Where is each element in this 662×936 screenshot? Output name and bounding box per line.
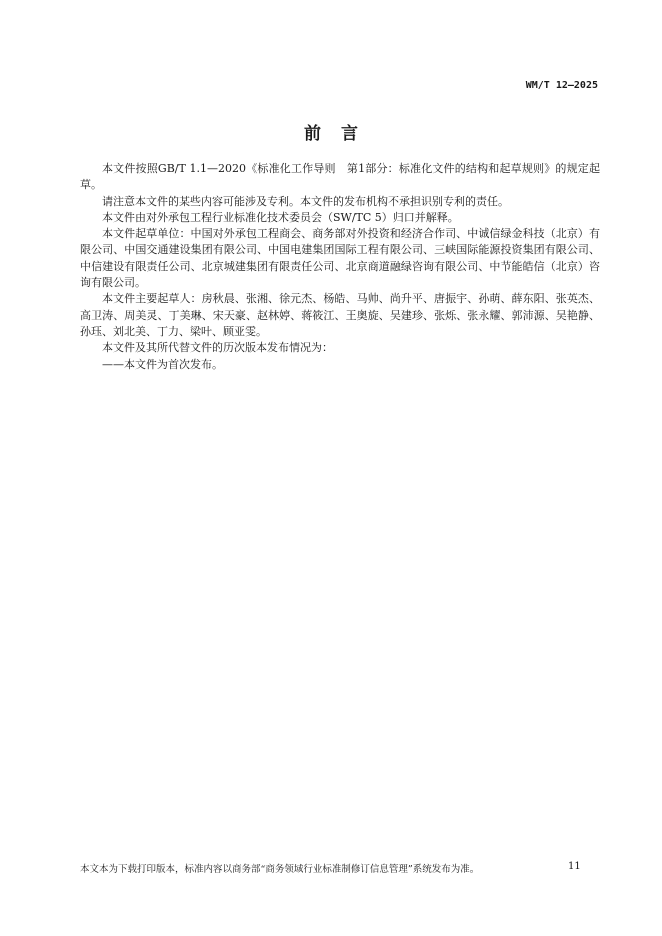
section-title: 前言 bbox=[304, 124, 378, 144]
paragraph-patent-notice: 请注意本文件的某些内容可能涉及专利。本文件的发布机构不承担识别专利的责任。 bbox=[102, 194, 509, 208]
paragraph-version-history: 本文件及其所代替文件的历次版本发布情况为： bbox=[102, 341, 333, 355]
paragraph-drafting-units: 本文件起草单位：中国对外承包工程商会、商务部对外投资和经济合作司、中诚信绿金科技（北京）有限公司、中国交通建设集团有限公司、中国电建集团国际工程有限公司、三峡国际能源投资集团有限公司、中信建设有限责任公司、北京城建集团有限责任公司、北京商道融绿咨询有限公司、中节能皓信（北京）咨询有限公司。 bbox=[80, 227, 600, 290]
page-number: 11 bbox=[568, 861, 581, 872]
foreword-body bbox=[80, 161, 600, 373]
paragraph-drafting-rules: 本文件按照GB/T 1.1—2020《标准化工作导则 第1部分：标准化文件的结构和起草规则》的规定起草。 bbox=[80, 162, 600, 192]
footer-note: 本文本为下载打印版本，标准内容以商务部“商务领域行业标准制修订信息管理”系统发布为准。 bbox=[80, 864, 480, 875]
paragraph-committee: 本文件由对外承包工程行业标准化技术委员会（SW/TC 5）归口并解释。 bbox=[102, 210, 459, 224]
paragraph-drafters: 本文件主要起草人：房秋晨、张湘、徐元杰、杨皓、马帅、尚升平、唐振宇、孙萌、薛东阳、张英杰、高卫涛、周美灵、丁美琳、宋天豪、赵林婷、蒋筱江、王奥旋、吴建珍、张烁、张永耀、郭沛源、吴艳静、孙珏、刘北美、丁力、梁叶、顾亚雯。 bbox=[80, 292, 600, 338]
paragraph-first-release: ——本文件为首次发布。 bbox=[102, 357, 223, 371]
document-code: WM/T 12—2025 bbox=[525, 80, 598, 91]
